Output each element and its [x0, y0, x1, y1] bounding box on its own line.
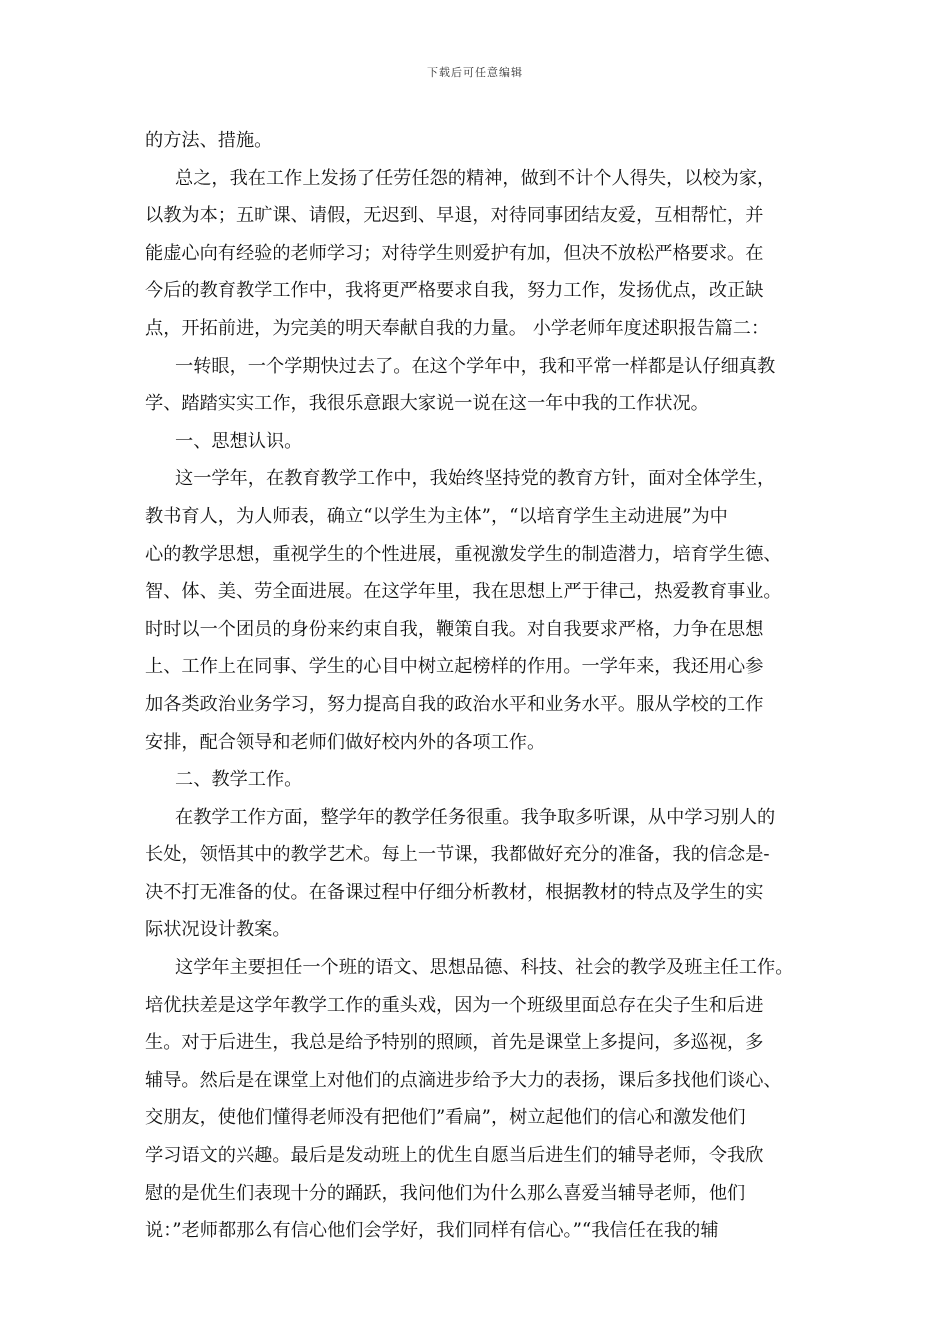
text-line: 交朋友，使他们懂得老师没有把他们”看扁”，树立起他们的信心和激发他们	[145, 1107, 746, 1129]
text-line: 总之，我在工作上发扬了任劳任怨的精神，做到不计个人得失，以校为家，	[175, 167, 776, 189]
page-header: 下载后可任意编辑	[427, 66, 523, 79]
text-line: 辅导。然后是在课堂上对他们的点滴进步给予大力的表扬，课后多找他们谈心、	[145, 1069, 782, 1091]
document-body	[145, 122, 825, 1250]
text-line: 智、体、美、劳全面进展。在这学年里，我在思想上严于律己，热爱教育事业。	[145, 581, 782, 603]
text-line: 点，开拓前进，为完美的明天奉献自我的力量。 小学老师年度述职报告篇二：	[145, 317, 770, 339]
text-line: 以教为本；五旷课、请假，无迟到、早退，对待同事团结友爱，互相帮忙，并	[145, 205, 764, 227]
text-line: 这学年主要担任一个班的语文、思想品德、科技、社会的教学及班主任工作。	[175, 957, 794, 979]
text-line: 在教学工作方面，整学年的教学任务很重。我争取多听课，从中学习别人的	[175, 806, 776, 828]
text-line: 慰的是优生们表现十分的踊跃，我问他们为什么那么喜爱当辅导老师，他们	[145, 1182, 746, 1204]
text-line: 生。对于后进生，我总是给予特别的照顾，首先是课堂上多提问，多巡视，多	[145, 1032, 764, 1054]
text-line: 教书育人，为人师表，确立“以学生为主体”，“以培育学生主动进展”为中	[145, 505, 728, 527]
text-line: 今后的教育教学工作中，我将更严格要求自我，努力工作，发扬优点，改正缺	[145, 280, 764, 302]
text-line: 际状况设计教案。	[145, 919, 291, 941]
text-line: 心的教学思想，重视学生的个性进展，重视激发学生的制造潜力，培育学生德、	[145, 543, 782, 565]
text-line: 的方法、措施。	[145, 130, 273, 151]
text-line: 学、踏踏实实工作，我很乐意跟大家说一说在这一年中我的工作状况。	[145, 393, 709, 415]
text-line: 学习语文的兴趣。最后是发动班上的优生自愿当后进生们的辅导老师，令我欣	[145, 1145, 764, 1167]
text-line: 培优扶差是这学年教学工作的重头戏，因为一个班级里面总存在尖子生和后进	[145, 994, 764, 1016]
text-line: 时时以一个团员的身份来约束自我，鞭策自我。对自我要求严格，力争在思想	[145, 618, 764, 640]
text-line: 能虚心向有经验的老师学习；对待学生则爱护有加，但决不放松严格要求。在	[145, 242, 764, 264]
text-line: 二、教学工作。	[175, 769, 303, 791]
text-line: 长处，领悟其中的教学艺术。每上一节课，我都做好充分的准备，我的信念是-	[145, 844, 770, 866]
text-line: 安排，配合领导和老师们做好校内外的各项工作。	[145, 731, 546, 753]
text-line: 一转眼，一个学期快过去了。在这个学年中，我和平常一样都是认仔细真教	[175, 355, 776, 377]
text-line: 上、工作上在同事、学生的心目中树立起榜样的作用。一学年来，我还用心参	[145, 656, 764, 678]
text-line: 这一学年，在教育教学工作中，我始终坚持党的教育方针，面对全体学生，	[175, 468, 776, 490]
text-line: 说：”老师都那么有信心他们会学好，我们同样有信心。”“我信任在我的辅	[145, 1220, 719, 1242]
text-line: 一、思想认识。	[175, 430, 303, 452]
text-line: 加各类政治业务学习，努力提高自我的政治水平和业务水平。服从学校的工作	[145, 693, 764, 715]
text-line: 决不打无准备的仗。在备课过程中仔细分析教材，根据教材的特点及学生的实	[145, 881, 764, 903]
